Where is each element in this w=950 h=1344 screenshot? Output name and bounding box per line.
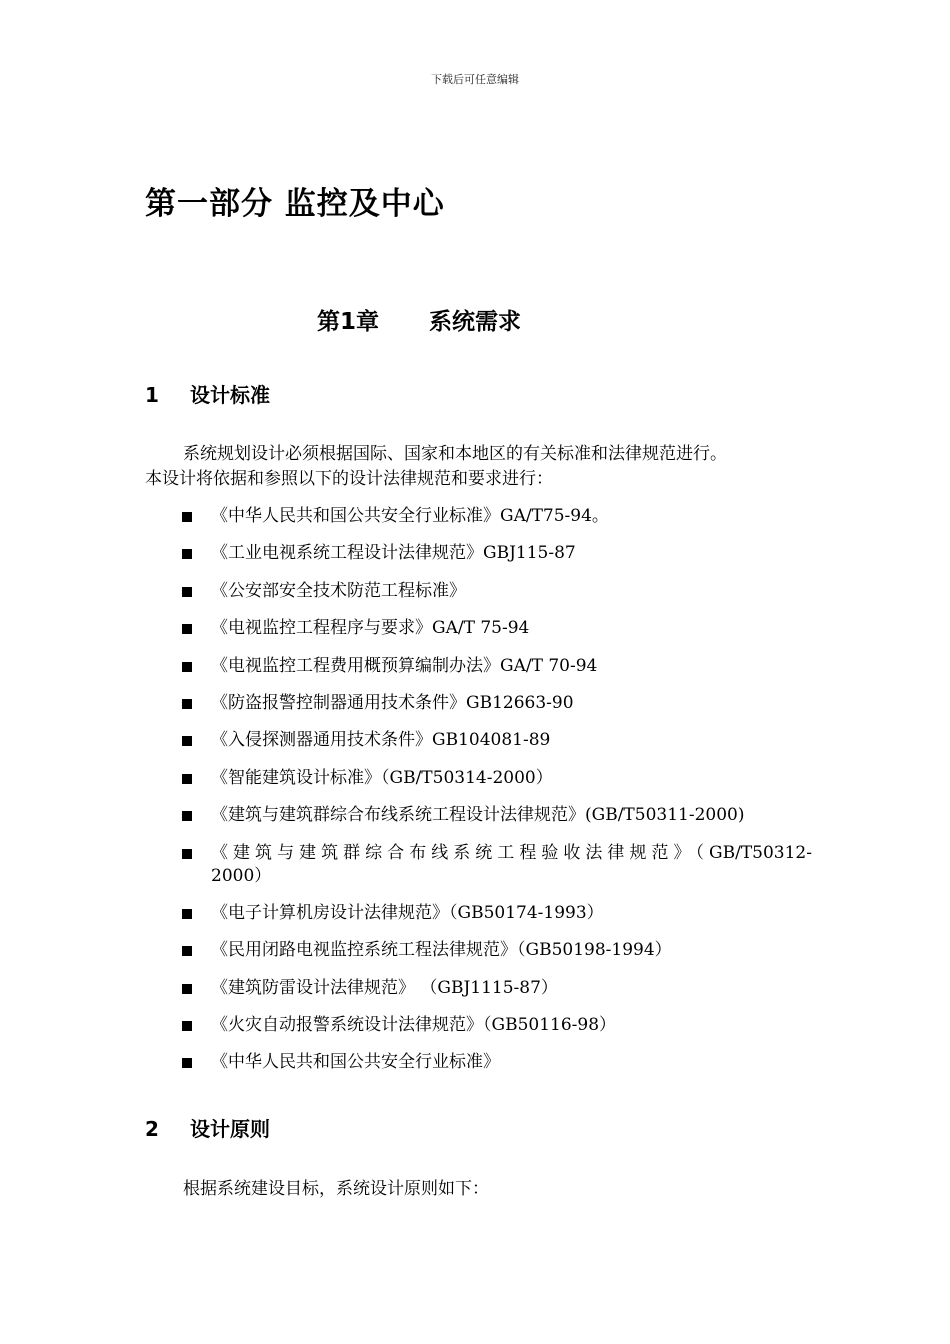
section-number: 1 [145,383,159,407]
intro-text: 根据系统建设目标，系统设计原则如下： [183,1179,489,1199]
list-item: 《电视监控工程费用概预算编制办法》GA/T 70-94 [182,655,812,678]
list-item: 《防盗报警控制器通用技术条件》GB12663-90 [182,692,812,715]
part-title: 第一部分 监控及中心 [145,186,445,222]
square-bullet-icon [182,946,192,956]
section-1-intro [145,442,810,492]
square-bullet-icon [182,699,192,709]
intro-line-2: 本设计将依据和参照以下的设计法律规范和要求进行： [145,469,553,489]
chapter-name: 系统需求 [429,309,522,335]
chapter-title [317,303,521,336]
square-bullet-icon [182,774,192,784]
list-item: 《中华人民共和国公共安全行业标准》GA/T75-94。 [182,505,812,528]
list-item: 《建筑与建筑群综合布线系统工程验收法律规范》（GB/T50312- 2000） [182,842,812,888]
square-bullet-icon [182,549,192,559]
list-item: 《电子计算机房设计法律规范》（GB50174-1993） [182,902,812,925]
square-bullet-icon [182,512,192,522]
square-bullet-icon [182,1021,192,1031]
list-item: 《中华人民共和国公共安全行业标准》 [182,1051,812,1074]
square-bullet-icon [182,624,192,634]
square-bullet-icon [182,811,192,821]
list-item: 《民用闭路电视监控系统工程法律规范》（GB50198-1994） [182,939,812,962]
list-item-continuation: 2000） [211,865,272,886]
standards-list [182,505,812,1089]
square-bullet-icon [182,662,192,672]
section-title: 设计标准 [190,383,270,407]
square-bullet-icon [182,909,192,919]
square-bullet-icon [182,736,192,746]
square-bullet-icon [182,849,192,859]
section-2-intro [145,1177,810,1202]
list-item: 《公安部安全技术防范工程标准》 [182,580,812,603]
square-bullet-icon [182,984,192,994]
list-item: 《智能建筑设计标准》（GB/T50314-2000） [182,767,812,790]
list-item: 《入侵探测器通用技术条件》GB104081-89 [182,729,812,752]
section-heading-2 [145,1113,270,1142]
list-item: 《电视监控工程程序与要求》GA/T 75-94 [182,617,812,640]
intro-line-1: 系统规划设计必须根据国际、国家和本地区的有关标准和法律规范进行。 [183,444,727,464]
square-bullet-icon [182,587,192,597]
list-item: 《工业电视系统工程设计法律规范》GBJ115-87 [182,542,812,565]
section-number: 2 [145,1117,159,1141]
header-note: 下载后可任意编辑 [431,73,519,86]
list-item: 《火灾自动报警系统设计法律规范》（GB50116-98） [182,1014,812,1037]
list-item: 《建筑防雷设计法律规范》 （GBJ1115-87） [182,977,812,1000]
chapter-number: 第1章 [317,309,380,335]
section-title: 设计原则 [190,1117,270,1141]
square-bullet-icon [182,1058,192,1068]
list-item: 《建筑与建筑群综合布线系统工程设计法律规范》(GB/T50311-2000) [182,804,812,827]
section-heading-1 [145,379,270,408]
